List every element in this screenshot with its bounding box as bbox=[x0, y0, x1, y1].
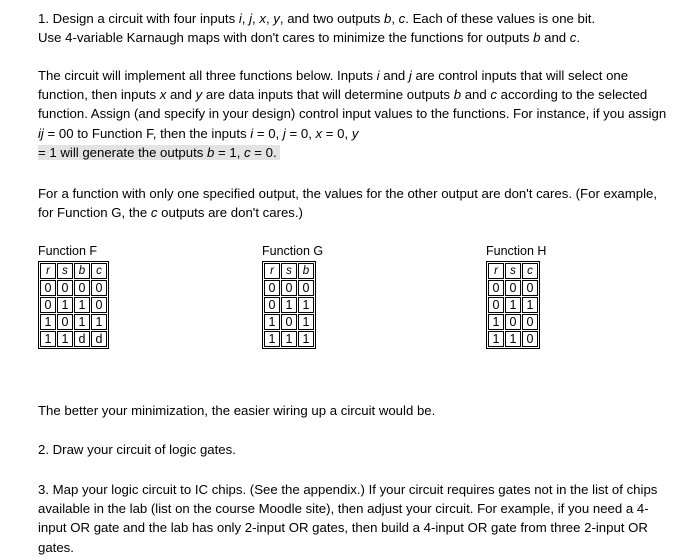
function-g-block bbox=[262, 243, 323, 349]
table-header: r bbox=[40, 263, 56, 279]
table-cell: 1 bbox=[264, 331, 280, 347]
table-cell: 0 bbox=[91, 280, 107, 296]
table-cell: 1 bbox=[281, 297, 297, 313]
table-cell: 1 bbox=[40, 331, 56, 347]
table-cell: 0 bbox=[505, 280, 521, 296]
table-row bbox=[264, 331, 314, 347]
table-cell: 0 bbox=[522, 331, 538, 347]
table-row bbox=[488, 280, 538, 296]
table-cell: 1 bbox=[57, 297, 73, 313]
table-row bbox=[488, 331, 538, 347]
table-cell: 0 bbox=[74, 280, 90, 296]
table-cell: 0 bbox=[488, 280, 504, 296]
table-cell: 0 bbox=[40, 280, 56, 296]
table-cell: 1 bbox=[74, 297, 90, 313]
table-header: b bbox=[298, 263, 314, 279]
function-g-title: Function G bbox=[262, 244, 324, 258]
table-header: s bbox=[505, 263, 521, 279]
table-header: b bbox=[74, 263, 90, 279]
table-cell: 1 bbox=[91, 314, 107, 330]
table-header: r bbox=[264, 263, 280, 279]
table-row bbox=[40, 280, 107, 296]
table-cell: 0 bbox=[488, 297, 504, 313]
table-cell: 1 bbox=[74, 314, 90, 330]
table-cell: d bbox=[91, 331, 107, 347]
table-cell: 1 bbox=[57, 331, 73, 347]
table-row bbox=[488, 314, 538, 330]
table-cell: 0 bbox=[57, 314, 73, 330]
table-header: r bbox=[488, 263, 504, 279]
table-header: c bbox=[522, 263, 538, 279]
table-cell: 1 bbox=[505, 297, 521, 313]
table-row bbox=[40, 297, 107, 313]
table-row bbox=[264, 314, 314, 330]
function-f-table bbox=[38, 261, 109, 349]
function-f-title: Function F bbox=[38, 244, 98, 258]
table-cell: 0 bbox=[522, 280, 538, 296]
function-g-table bbox=[262, 261, 316, 349]
table-cell: 1 bbox=[40, 314, 56, 330]
table-cell: 1 bbox=[264, 314, 280, 330]
minimization-note: The better your minimization, the easier wiring up a circuit would be. bbox=[38, 403, 436, 418]
dont-care-paragraph: For a function with only one specified output, the values for the other output are don't cares. (For example, for Function G, the c outputs are don't cares.) bbox=[38, 186, 658, 221]
table-cell: 0 bbox=[522, 314, 538, 330]
function-h-title: Function H bbox=[486, 244, 547, 258]
table-cell: 1 bbox=[488, 331, 504, 347]
table-cell: 1 bbox=[281, 331, 297, 347]
function-h-table bbox=[486, 261, 540, 349]
table-cell: 0 bbox=[281, 314, 297, 330]
table-cell: 1 bbox=[488, 314, 504, 330]
table-row bbox=[264, 297, 314, 313]
table-cell: 1 bbox=[522, 297, 538, 313]
table-header: s bbox=[57, 263, 73, 279]
table-cell: 0 bbox=[298, 280, 314, 296]
function-f-block bbox=[38, 243, 109, 349]
table-cell: 1 bbox=[298, 331, 314, 347]
table-header: s bbox=[281, 263, 297, 279]
table-row bbox=[264, 280, 314, 296]
table-cell: 0 bbox=[57, 280, 73, 296]
highlighted-text: = 1 will generate the outputs b = 1, c = 0. bbox=[38, 145, 280, 160]
table-cell: 0 bbox=[281, 280, 297, 296]
table-header: c bbox=[91, 263, 107, 279]
table-cell: 1 bbox=[298, 297, 314, 313]
question-1: 1. Design a circuit with four inputs i, j, x, y, and two outputs b, c. Each of these values is one bit. Use 4-variable Karnaugh maps with don't cares to minimize the functions for outputs b and c. bbox=[38, 11, 596, 46]
table-row bbox=[40, 331, 107, 347]
question-2: 2. Draw your circuit of logic gates. bbox=[38, 442, 236, 457]
table-cell: 1 bbox=[298, 314, 314, 330]
table-cell: 0 bbox=[264, 280, 280, 296]
table-cell: 0 bbox=[91, 297, 107, 313]
table-row bbox=[488, 297, 538, 313]
table-cell: 0 bbox=[40, 297, 56, 313]
question-3: 3. Map your logic circuit to IC chips. (See the appendix.) If your circuit requires gates not in the list of chips available in the lab (list on the course Moodle site), then adjust your circuit. For example, if you need a 4-input OR gate and the lab has only 2-input OR gates, then build a 4-input OR gate from three 2-input OR gates. bbox=[38, 482, 658, 555]
table-row bbox=[40, 314, 107, 330]
table-cell: d bbox=[74, 331, 90, 347]
table-cell: 0 bbox=[264, 297, 280, 313]
table-cell: 0 bbox=[505, 314, 521, 330]
table-cell: 1 bbox=[505, 331, 521, 347]
control-inputs-paragraph: The circuit will implement all three functions below. Inputs i and j are control inputs that will select one function, then inputs x and y are data inputs that will determine outputs b and c according to the selected function. Assign (and specify in your design) control input values to the functions. For instance, if you assign ij = 00 to Function F, then the inputs i = 0, j = 0, x = 0, y = 1 will generate the outputs b = 1, c = 0. bbox=[38, 68, 667, 160]
function-h-block bbox=[486, 243, 546, 349]
